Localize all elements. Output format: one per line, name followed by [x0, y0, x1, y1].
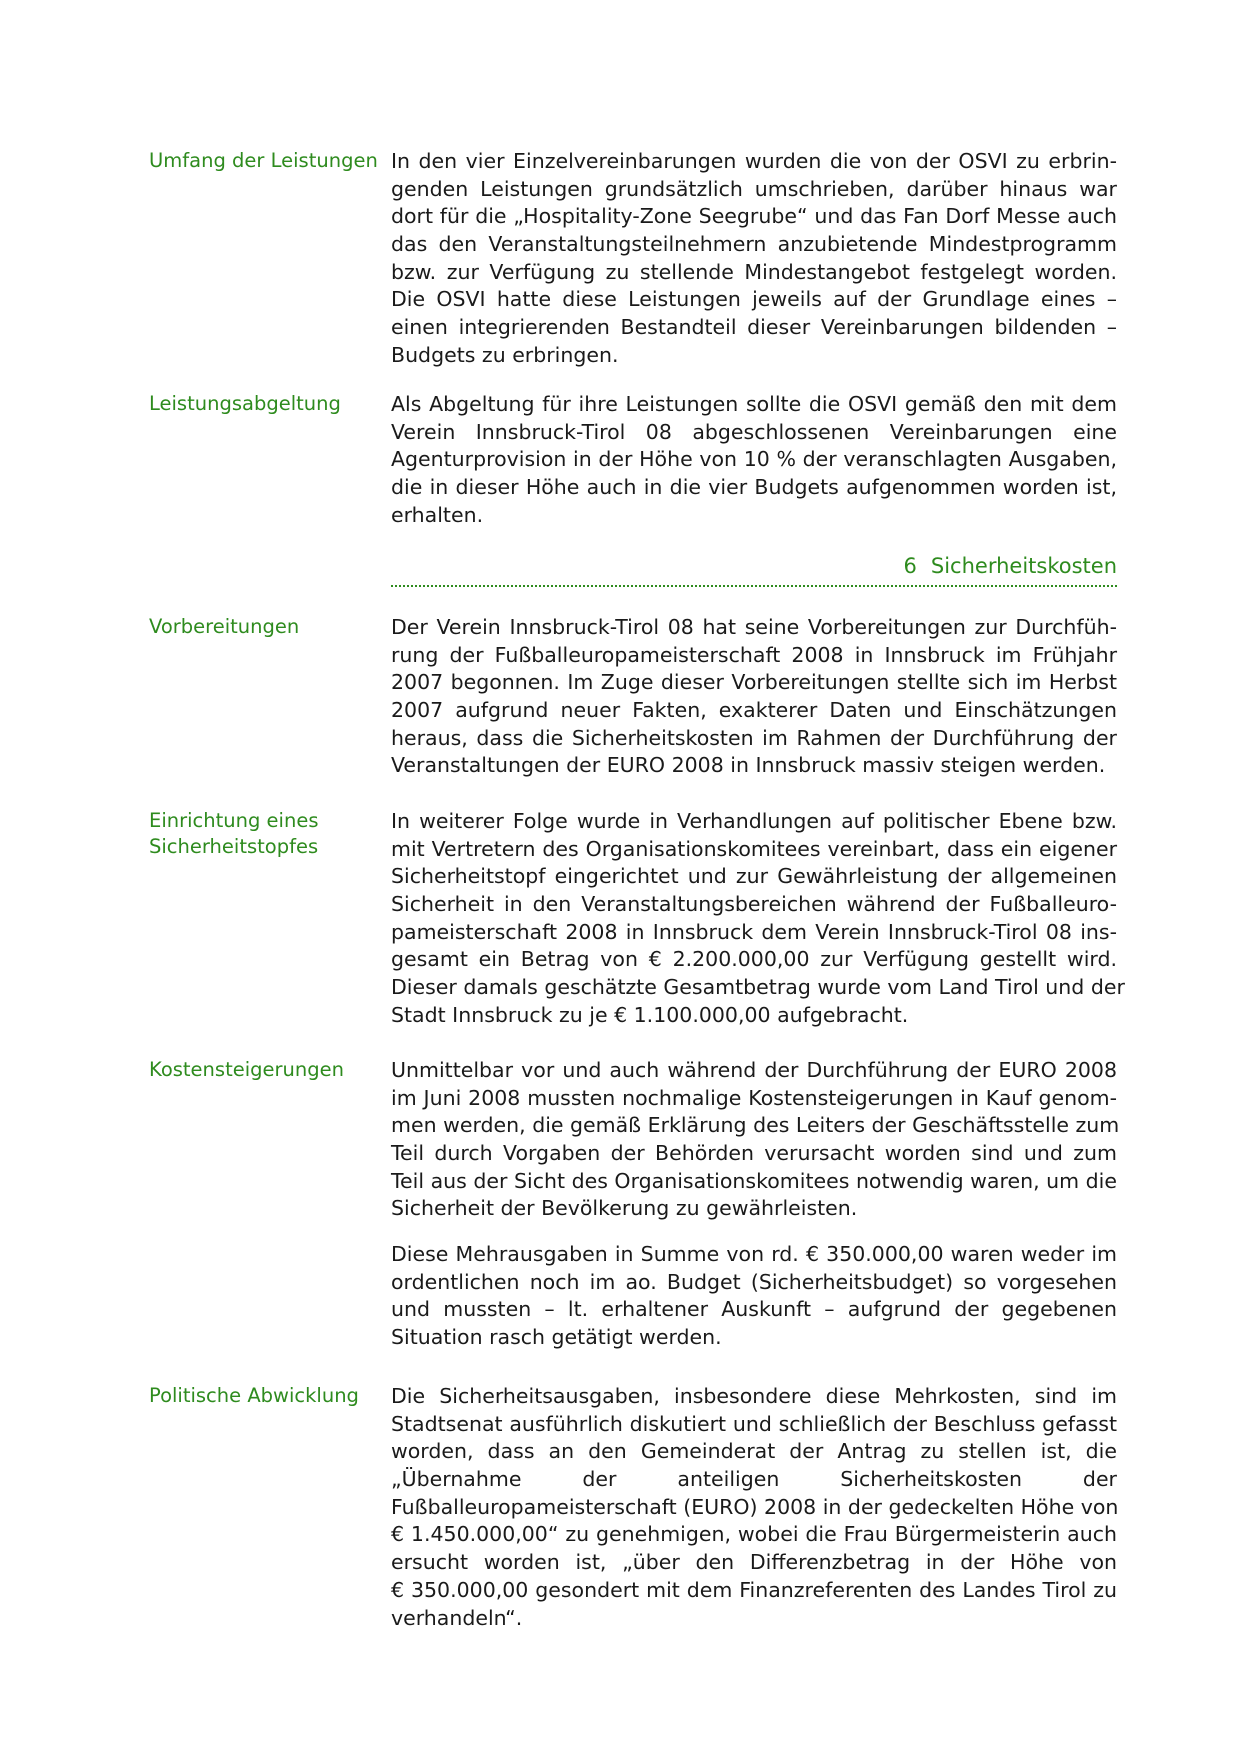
text-line: im Juni 2008 mussten nochmalige Kostensteigerungen in Kauf genom-: [391, 1085, 1117, 1110]
text-line: Teil durch Vorgaben der Behörden verursacht worden sind und zum: [391, 1141, 1117, 1166]
text-line: dort für die „Hospitality-Zone Seegrube“ und das Fan Dorf Messe auch: [391, 204, 1117, 229]
margin-label: [149, 614, 379, 640]
text-line: Sicherheit in den Veranstaltungsbereichen während der Fußballeuro-: [391, 892, 1117, 917]
text-line: Sicherheitstopf eingerichtet und zur Gewährleistung der allgemeinen: [391, 864, 1117, 889]
margin-label-line: Leistungsabgeltung: [149, 392, 341, 415]
text-line: mit Vertretern des Organisationskomitees vereinbart, dass ein eigener: [391, 836, 1117, 861]
margin-label-line: Kostensteigerungen: [149, 1058, 344, 1081]
text-line: ordentlichen noch im ao. Budget (Sicherheitsbudget) so vorgesehen: [391, 1269, 1117, 1294]
text-line: Verein Innsbruck-Tirol 08 abgeschlossenen Vereinbarungen eine: [391, 419, 1117, 444]
text-line: einen integrierenden Bestandteil dieser Vereinbarungen bildenden –: [391, 315, 1117, 340]
chapter-heading: [391, 552, 1117, 587]
margin-label: [149, 1383, 379, 1409]
text-line: 2007 aufgrund neuer Fakten, exakterer Daten und Einschätzungen: [391, 698, 1117, 723]
paragraph: [391, 614, 1117, 780]
text-line: die in dieser Höhe auch in die vier Budgets aufgenommen worden ist,: [391, 475, 1117, 500]
text-line: verhandeln“.: [391, 1605, 523, 1630]
text-line: erhalten.: [391, 502, 484, 527]
text-line: Dieser damals geschätzte Gesamtbetrag wurde vom Land Tirol und der: [391, 975, 1125, 1000]
text-line: Stadt Innsbruck zu je € 1.100.000,00 aufgebracht.: [391, 1002, 909, 1027]
paragraph: [391, 1383, 1117, 1632]
text-line: heraus, dass die Sicherheitskosten im Rahmen der Durchführung der: [391, 725, 1117, 750]
paragraph: [391, 1057, 1120, 1223]
text-line: worden, dass an den Gemeinderat der Antrag zu stellen ist, die: [391, 1439, 1117, 1464]
text-line: Als Abgeltung für ihre Leistungen sollte die OSVI gemäß den mit dem: [391, 392, 1117, 416]
text-line: men werden, die gemäß Erklärung des Leiters der Geschäftsstelle zum: [391, 1113, 1120, 1138]
text-line: „Übernahme der anteiligen Sicherheitskosten der: [391, 1467, 1117, 1492]
text-line: bzw. zur Verfügung zu stellende Mindestangebot festgelegt worden.: [391, 259, 1117, 284]
margin-label: [149, 148, 379, 174]
text-line: gesamt ein Betrag von € 2.200.000,00 zur Verfügung gestellt wird.: [391, 947, 1117, 972]
text-line: ersucht worden ist, „über den Differenzbetrag in der Höhe von: [391, 1550, 1117, 1575]
chapter-title: Sicherheitskosten: [930, 554, 1117, 578]
text-line: pameisterschaft 2008 in Innsbruck dem Verein Innsbruck-Tirol 08 ins-: [391, 919, 1117, 944]
text-line: € 1.450.000,00“ zu genehmigen, wobei die Frau Bürgermeisterin auch: [391, 1522, 1117, 1547]
text-line: Agenturprovision in der Höhe von 10 % der veranschlagten Ausgaben,: [391, 447, 1117, 472]
margin-label: [149, 391, 379, 417]
text-line: Stadtsenat ausführlich diskutiert und schließlich der Beschluss gefasst: [391, 1411, 1117, 1436]
margin-label-line: Politische Abwicklung: [149, 1384, 359, 1407]
text-line: In weiterer Folge wurde in Verhandlungen auf politischer Ebene bzw.: [391, 809, 1117, 833]
text-line: Situation rasch getätigt werden.: [391, 1325, 722, 1350]
text-line: 2007 begonnen. Im Zuge dieser Vorbereitungen stellte sich im Herbst: [391, 670, 1117, 695]
paragraph: [391, 148, 1117, 370]
paragraph: [391, 808, 1125, 1030]
margin-label-line: Vorbereitungen: [149, 615, 300, 638]
text-line: In den vier Einzelvereinbarungen wurden die von der OSVI zu erbrin-: [391, 149, 1117, 173]
margin-label-line: Einrichtung eines: [149, 809, 319, 832]
text-line: Die OSVI hatte diese Leistungen jeweils auf der Grundlage eines –: [391, 287, 1117, 312]
text-line: Der Verein Innsbruck-Tirol 08 hat seine Vorbereitungen zur Durchfüh-: [391, 615, 1117, 639]
text-line: Teil aus der Sicht des Organisationskomitees notwendig waren, um die: [391, 1168, 1117, 1193]
text-line: Die Sicherheitsausgaben, insbesondere diese Mehrkosten, sind im: [391, 1384, 1117, 1408]
text-line: rung der Fußballeuropameisterschaft 2008 in Innsbruck im Frühjahr: [391, 642, 1117, 667]
text-line: Budgets zu erbringen.: [391, 342, 619, 367]
margin-label-line: Sicherheitstopfes: [149, 835, 319, 858]
text-line: das den Veranstaltungsteilnehmern anzubietende Mindestprogramm: [391, 232, 1117, 257]
paragraph: [391, 391, 1117, 529]
text-line: € 350.000,00 gesondert mit dem Finanzreferenten des Landes Tirol zu: [391, 1577, 1117, 1602]
margin-label: [149, 1057, 379, 1083]
text-line: Fußballeuropameisterschaft (EURO) 2008 in der gedeckelten Höhe von: [391, 1494, 1119, 1519]
margin-label-line: Umfang der Leistungen: [149, 149, 378, 172]
paragraph: [391, 1241, 1117, 1352]
text-line: Veranstaltungen der EURO 2008 in Innsbruck massiv steigen werden.: [391, 753, 1106, 778]
text-line: und mussten – lt. erhaltener Auskunft – aufgrund der gegebenen: [391, 1297, 1117, 1322]
chapter-number: 6: [903, 554, 917, 578]
text-line: Sicherheit der Bevölkerung zu gewährleisten.: [391, 1196, 858, 1221]
margin-label: [149, 808, 379, 860]
text-line: genden Leistungen grundsätzlich umschrieben, darüber hinaus war: [391, 176, 1117, 201]
text-line: Diese Mehrausgaben in Summe von rd. € 350.000,00 waren weder im: [391, 1242, 1117, 1266]
text-line: Unmittelbar vor und auch während der Durchführung der EURO 2008: [391, 1058, 1117, 1082]
